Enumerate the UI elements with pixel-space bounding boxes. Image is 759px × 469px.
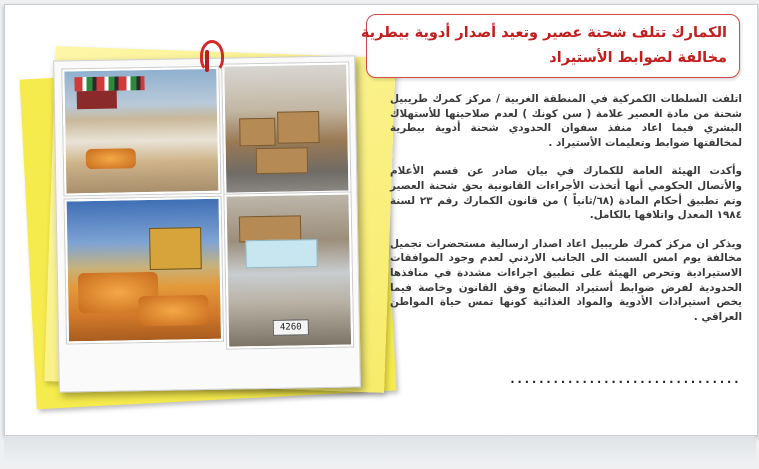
headline-line-2: مخالفة لضوابط الأستيراد [549,50,727,66]
headline-line-1: الكمارك تتلف شحنة عصير وتعيد أصدار أدوية بيطرية [360,25,727,41]
article-body [390,92,742,392]
photo-medicine-packages [224,192,353,348]
headline-box [360,14,740,78]
truck-shape [77,91,117,110]
medicine-pack [245,239,317,268]
photo-loader-crushing-juice [65,197,223,344]
loader-shape [149,227,202,270]
box-shape [239,118,275,147]
box-shape [277,111,320,144]
photo-card [53,55,361,392]
paragraph-3: ويذكر ان مركز كمرك طريبيل اعاد اصدار ارسالية مستحضرات تجميل مخالفة يوم امس السبت الى الجانب الاردني لعدم وجود الموافقات الاستيرادية وتحرص الهيئة على تطبيق اجراءات مشددة في منافذها الحدودية لفرض ضوابط أستيراد البضائع وفق القانون وخاصة فيما يخص استيرادات الأدوية والمواد الغذائية كونها تمس حياة المواطن العراقي . [390,237,742,323]
paragraph-1: اتلفت السلطات الكمركية في المنطقة الغربية / مركز كمرك طريبيل شحنة من مادة العصير علامة ( سن كونك ) لعدم صلاحيتها للأستهلاك البشري فيما اعاد منفذ سفوان الحدودي شحنة أدوية بيطرية لمخالفتها ضوابط وتعليمات الأستيراد . [390,93,742,149]
photo-destroyed-shipment-site [62,67,220,196]
page-shadow [4,436,756,464]
juice-pile [138,295,209,326]
flags-row [74,76,144,91]
box-shape [239,215,301,242]
photo-boxes-in-vehicle [222,63,350,195]
end-dotted-line: ................................ [508,372,740,386]
paper-clip-stem [205,50,209,72]
paragraph-2: وأكدت الهيئة العامة للكمارك في بيان صادر عن قسم الأعلام والأتصال الحكومي أنها أتخذت الأجراءات القانونية بحق شحنة العصير وتم تطبيق أحكام المادة (٦٨/ثانياً ) من قانون الكمارك رقم ٢٣ لسنة ١٩٨٤ المعدل واتلافها بالكامل. [390,165,742,222]
box-shape [256,147,308,174]
debris-pile [86,148,136,169]
license-plate: 4260 [273,319,309,336]
paper-clip-icon [200,40,224,72]
